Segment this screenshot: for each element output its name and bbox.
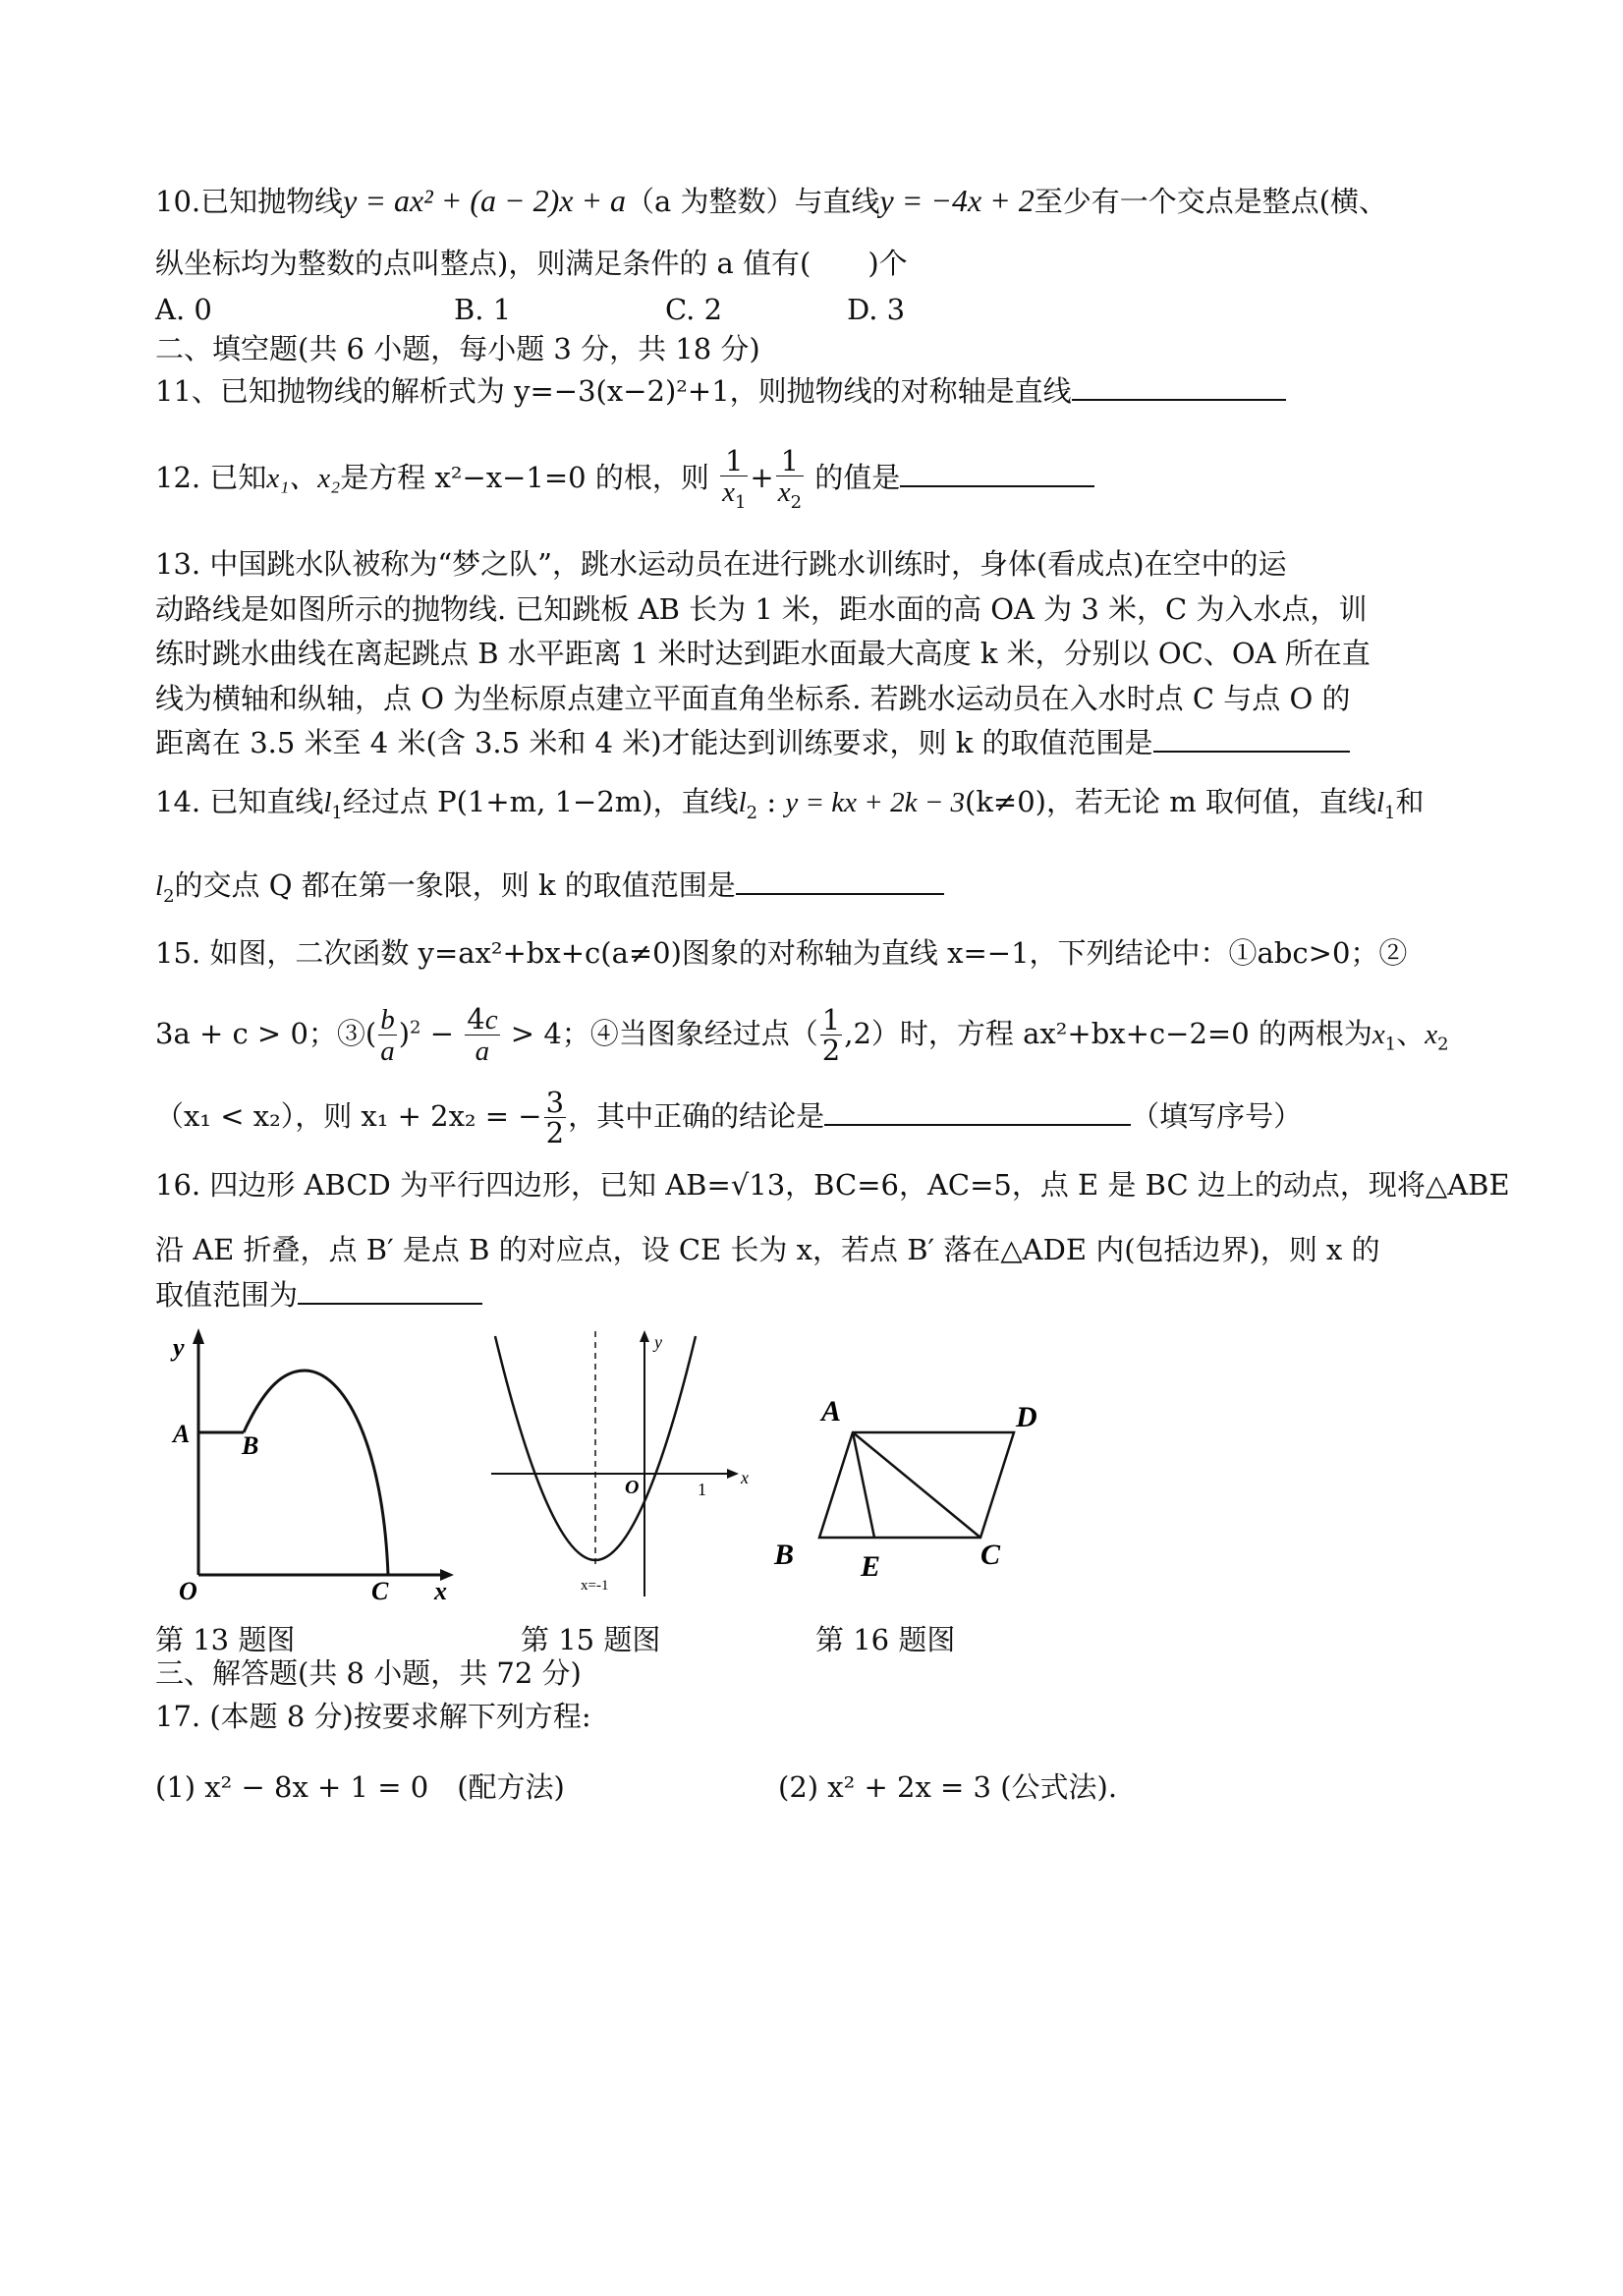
svg-text:O: O	[625, 1477, 640, 1498]
svg-text:B: B	[242, 1431, 259, 1460]
q16-answer-blank	[298, 1301, 482, 1305]
q15-line3: （x₁ < x₂），则 x₁ + 2x₂ = − $\frac{3}{2}$ ，其中正确的结论是 （填写序号）	[155, 1086, 1303, 1150]
svg-text:y: y	[173, 1333, 185, 1362]
q12-fraction-2: $\frac{1}{x_2}$	[777, 444, 803, 514]
svg-text:A: A	[821, 1395, 842, 1428]
svg-text:x: x	[434, 1577, 447, 1601]
q11-answer-blank	[1072, 397, 1286, 401]
q10-option-b: B. 1	[454, 293, 512, 326]
q16-line2: 沿 AE 折叠，点 B′ 是点 B 的对应点，设 CE 长为 x，若点 B′ 落在△ADE 内(包括边界)，则 x 的	[155, 1233, 1380, 1266]
q13-line1: 13. 中国跳水队被称为“梦之队”，跳水运动员在进行跳水训练时，身体(看成点)在空中的运	[155, 547, 1287, 581]
svg-text:C: C	[371, 1577, 389, 1601]
svg-text:D: D	[1016, 1401, 1037, 1433]
svg-text:E: E	[861, 1550, 881, 1583]
caption-figure-15: 第 15 题图	[521, 1623, 661, 1656]
q17-part1: (1) x² − 8x + 1 = 0 (配方法)	[155, 1770, 565, 1804]
q15-answer-blank	[824, 1122, 1131, 1126]
svg-text:1: 1	[698, 1480, 706, 1499]
q15-line2: 3a + c > 0；③( $\frac{b}{a}$ )$^2$ − $\frac{4c}{a}$ > 4；④当图象经过点（ $\frac{1}{2}$ ,2）时，方程 ax²+bx+c−2=0 的两根为$x_1$、$x_2$	[155, 1002, 1449, 1068]
svg-text:y: y	[654, 1332, 662, 1352]
q17-part2: (2) x² + 2x = 3 (公式法).	[778, 1770, 1118, 1804]
section2-heading: 二、填空题(共 6 小题，每小题 3 分，共 18 分)	[155, 332, 760, 365]
q13-answer-blank	[1153, 749, 1350, 753]
figure-16	[766, 1385, 1061, 1587]
q16-line3: 取值范围为	[155, 1281, 482, 1310]
svg-text:B: B	[774, 1539, 795, 1571]
q10-option-c: C. 2	[665, 293, 723, 326]
svg-text:O: O	[179, 1577, 197, 1601]
figure-13	[157, 1326, 462, 1601]
q10-line2: 纵坐标均为整数的点叫整点)，则满足条件的 a 值有( )个	[155, 247, 908, 280]
q14-line2: $l_2$的交点 Q 都在第一象限，则 k 的取值范围是	[155, 871, 944, 906]
q12-answer-blank	[900, 483, 1094, 487]
q13-line5: 距离在 3.5 米至 4 米(含 3.5 米和 4 米)才能达到训练要求，则 k 的取值范围是	[155, 729, 1350, 757]
caption-figure-16: 第 16 题图	[815, 1623, 956, 1656]
q16-line1: 16. 四边形 ABCD 为平行四边形，已知 AB=√13，BC=6，AC=5，点 E 是 BC 边上的动点，现将△ABE	[155, 1168, 1510, 1202]
q12-fraction-1: $\frac{1}{x_1}$	[722, 444, 747, 514]
q10-option-d: D. 3	[847, 293, 906, 326]
section3-heading: 三、解答题(共 8 小题，共 72 分)	[155, 1656, 582, 1690]
figure-15	[481, 1326, 756, 1601]
caption-figure-13: 第 13 题图	[155, 1623, 296, 1656]
q14-answer-blank	[736, 891, 944, 895]
q13-line3: 练时跳水曲线在离起跳点 B 水平距离 1 米时达到距水面最大高度 k 米，分别以 OC、OA 所在直	[155, 637, 1371, 670]
q13-line4: 线为横轴和纵轴，点 O 为坐标原点建立平面直角坐标系. 若跳水运动员在入水时点 C 与点 O 的	[155, 682, 1351, 715]
q12: 12. 已知x₁、x₂是方程 x²−x−1=0 的根，则 $\frac{1}{x_1}$ + $\frac{1}{x_2}$ 的值是	[155, 446, 1094, 513]
q10-line1: 10.已知抛物线y = ax² + (a − 2)x + a（a 为整数）与直线y = −4x + 2至少有一个交点是整点(横、	[155, 183, 1388, 218]
q17-title: 17. (本题 8 分)按要求解下列方程:	[155, 1700, 591, 1733]
q15-line1: 15. 如图，二次函数 y=ax²+bx+c(a≠0)图象的对称轴为直线 x=−1，下列结论中：①abc>0；②	[155, 936, 1408, 970]
q13-line2: 动路线是如图所示的抛物线. 已知跳板 AB 长为 1 米，距水面的高 OA 为 3 米，C 为入水点，训	[155, 592, 1368, 626]
q11: 11、已知抛物线的解析式为 y=−3(x−2)²+1，则抛物线的对称轴是直线	[155, 377, 1286, 406]
svg-text:C: C	[980, 1539, 1001, 1571]
svg-text:A: A	[173, 1420, 191, 1448]
fig13-parabola	[244, 1371, 388, 1575]
q10-option-a: A. 0	[155, 293, 212, 326]
svg-text:x=-1: x=-1	[581, 1578, 609, 1594]
svg-text:x: x	[741, 1468, 749, 1487]
q14-line1: 14. 已知直线$l_1$经过点 P(1+m, 1−2m)，直线$l_2$ : y = kx + 2k − 3(k≠0)，若无论 m 取何值，直线$l_1$和	[155, 785, 1425, 823]
